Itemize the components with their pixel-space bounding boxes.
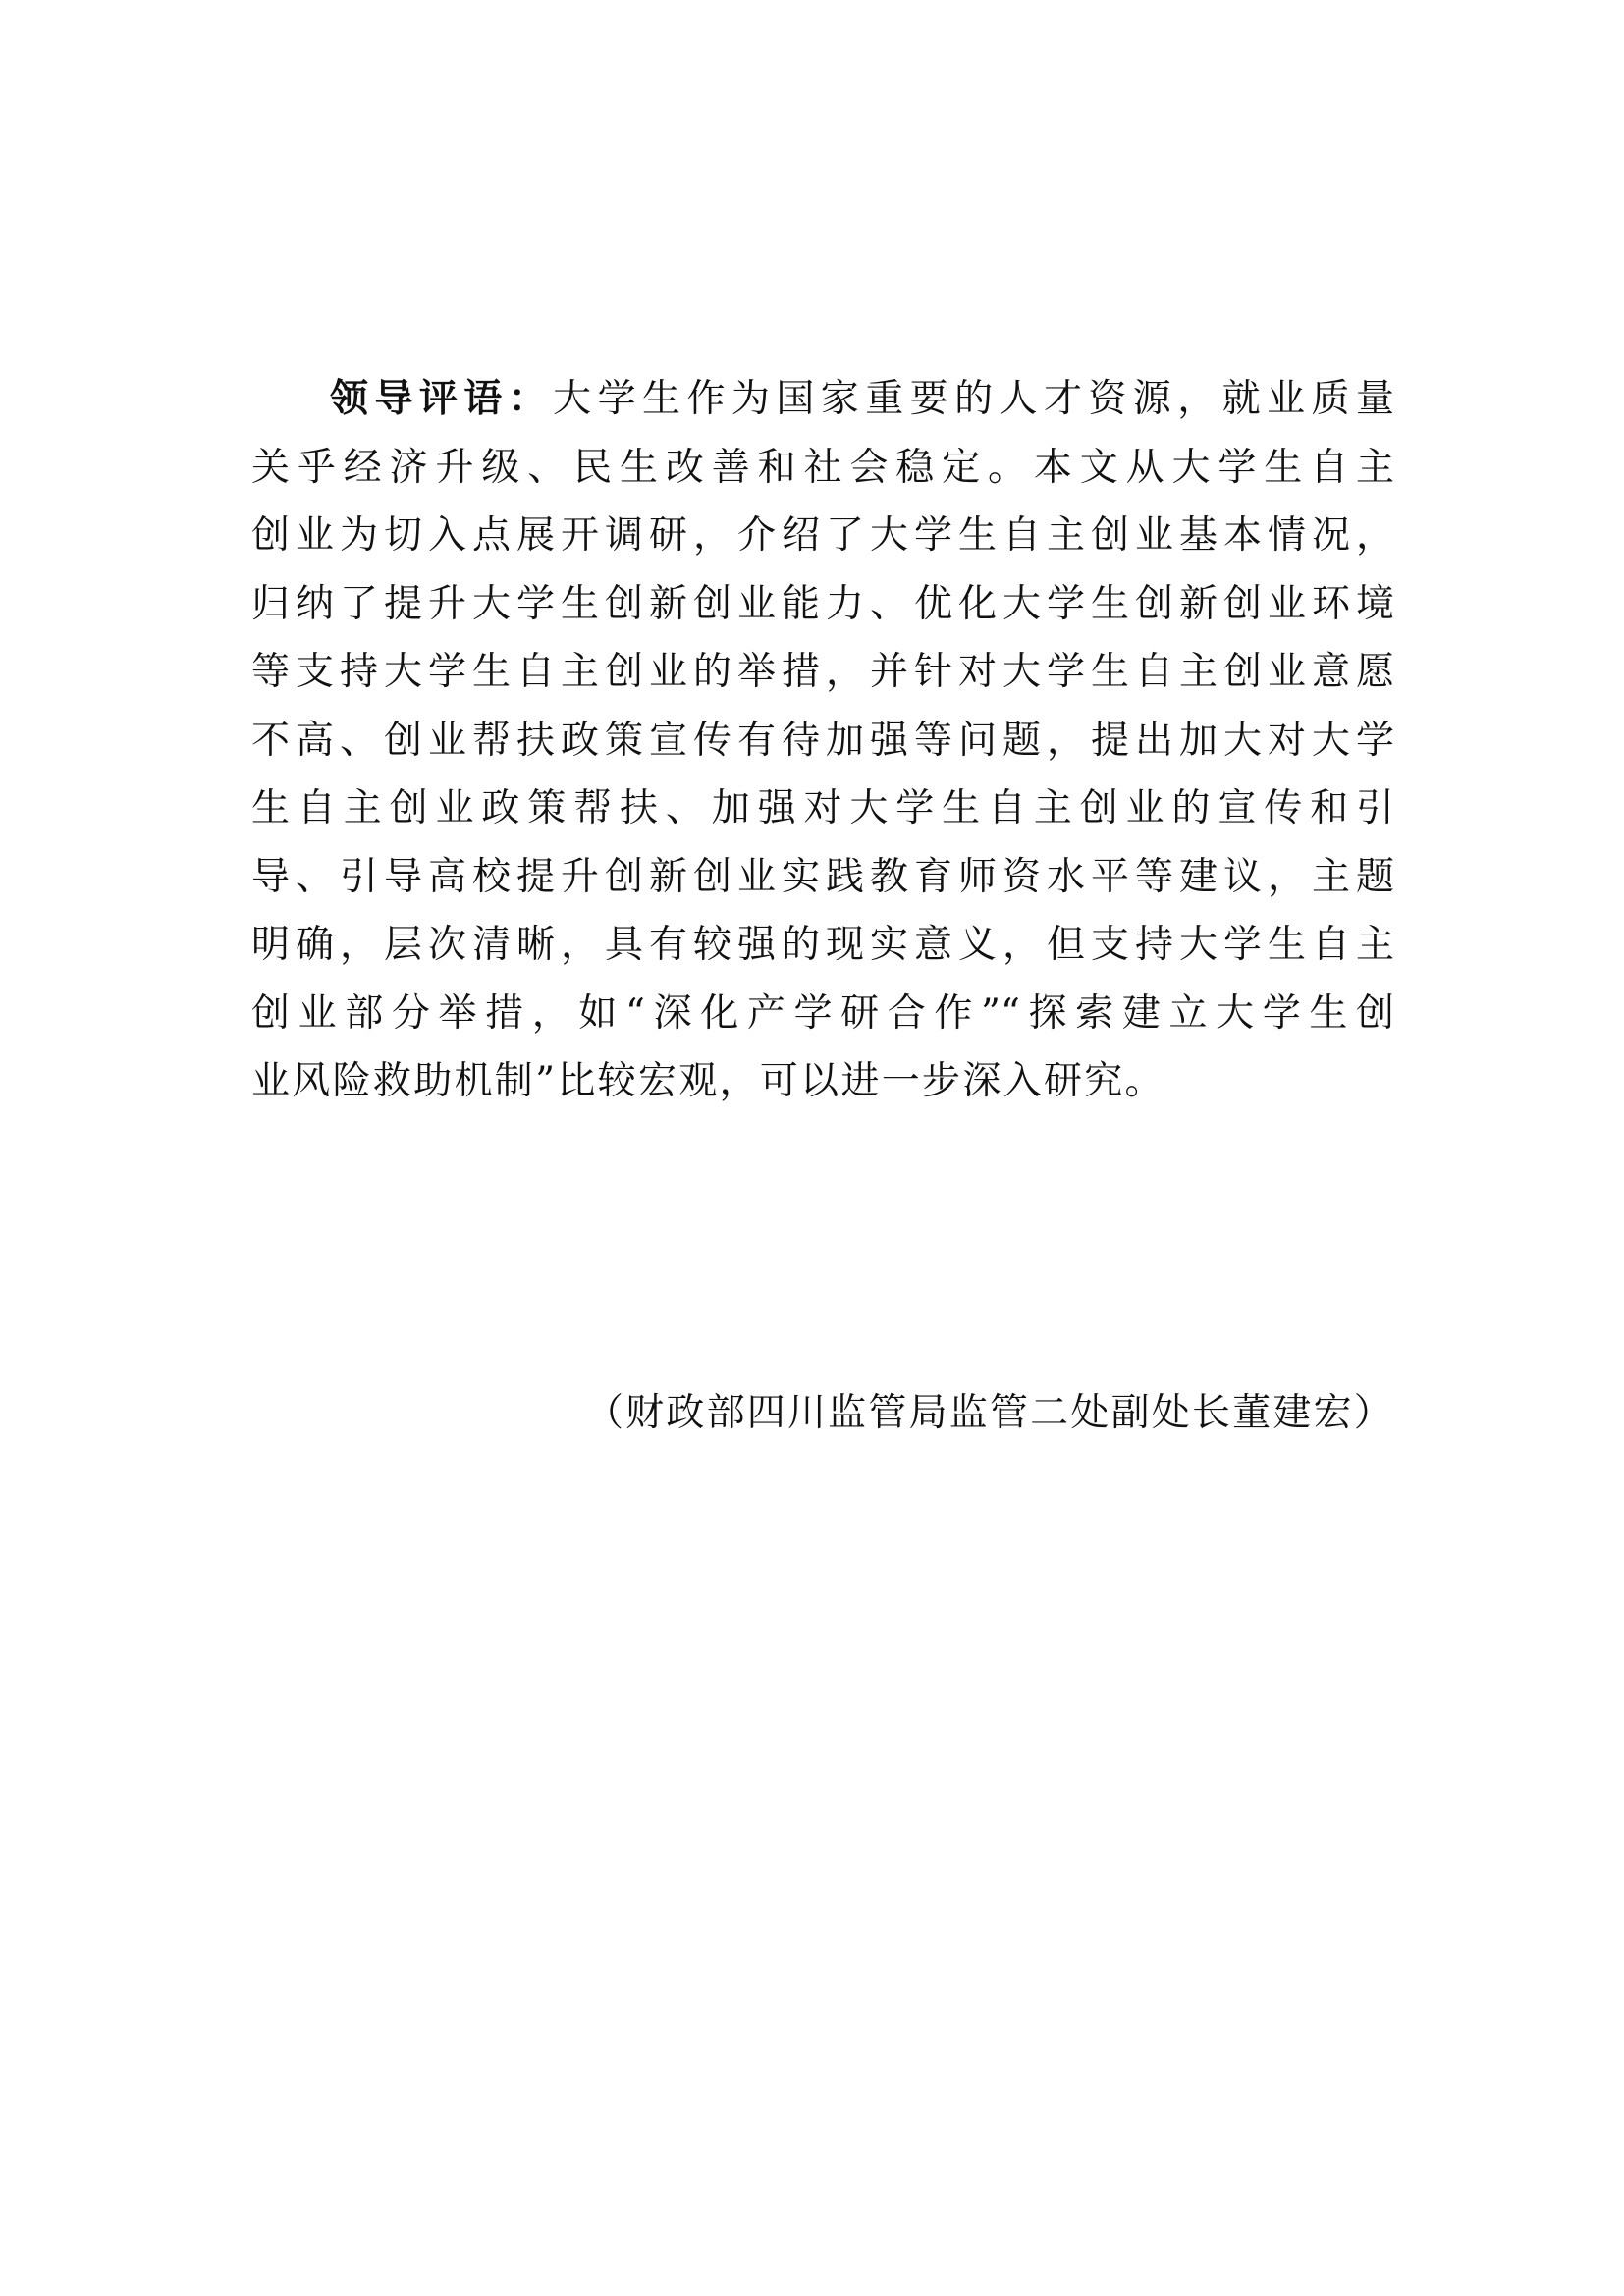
comment-line-9: 明确，层次清晰，具有较强的现实意义，但支持大学生自主 [251,923,1394,967]
comment-line-5: 等支持大学生自主创业的举措，并针对大学生自主创业意愿 [251,650,1394,694]
comment-line-11: 业风险救助机制”比较宏观，可以进一步深入研究。 [251,1059,1165,1103]
comment-label: 领导评语： [330,377,554,421]
comment-line-3: 创业为切入点展开调研，介绍了大学生自主创业基本情况， [251,513,1394,558]
comment-line-1 [251,365,1394,434]
leader-comment [251,365,1394,1116]
comment-line-4: 归纳了提升大学生创新创业能力、优化大学生创新创业环境 [251,581,1394,626]
signature: （财政部四川监管局监管二处副处长董建宏） [584,1391,1394,1435]
comment-line-7: 生自主创业政策帮扶、加强对大学生自主创业的宣传和引 [251,786,1394,830]
comment-line-8: 导、引导高校提升创新创业实践教育师资水平等建议，主题 [251,854,1394,899]
comment-text: 大学生作为国家重要的人才资源，就业质量 [553,377,1394,421]
comment-line-6: 不高、创业帮扶政策宣传有待加强等问题，提出加大对大学 [251,718,1394,763]
comment-line-10: 创业部分举措，如“深化产学研合作”“探索建立大学生创 [251,990,1394,1036]
comment-line-2: 关乎经济升级、民生改善和社会稳定。本文从大学生自主 [251,445,1394,490]
